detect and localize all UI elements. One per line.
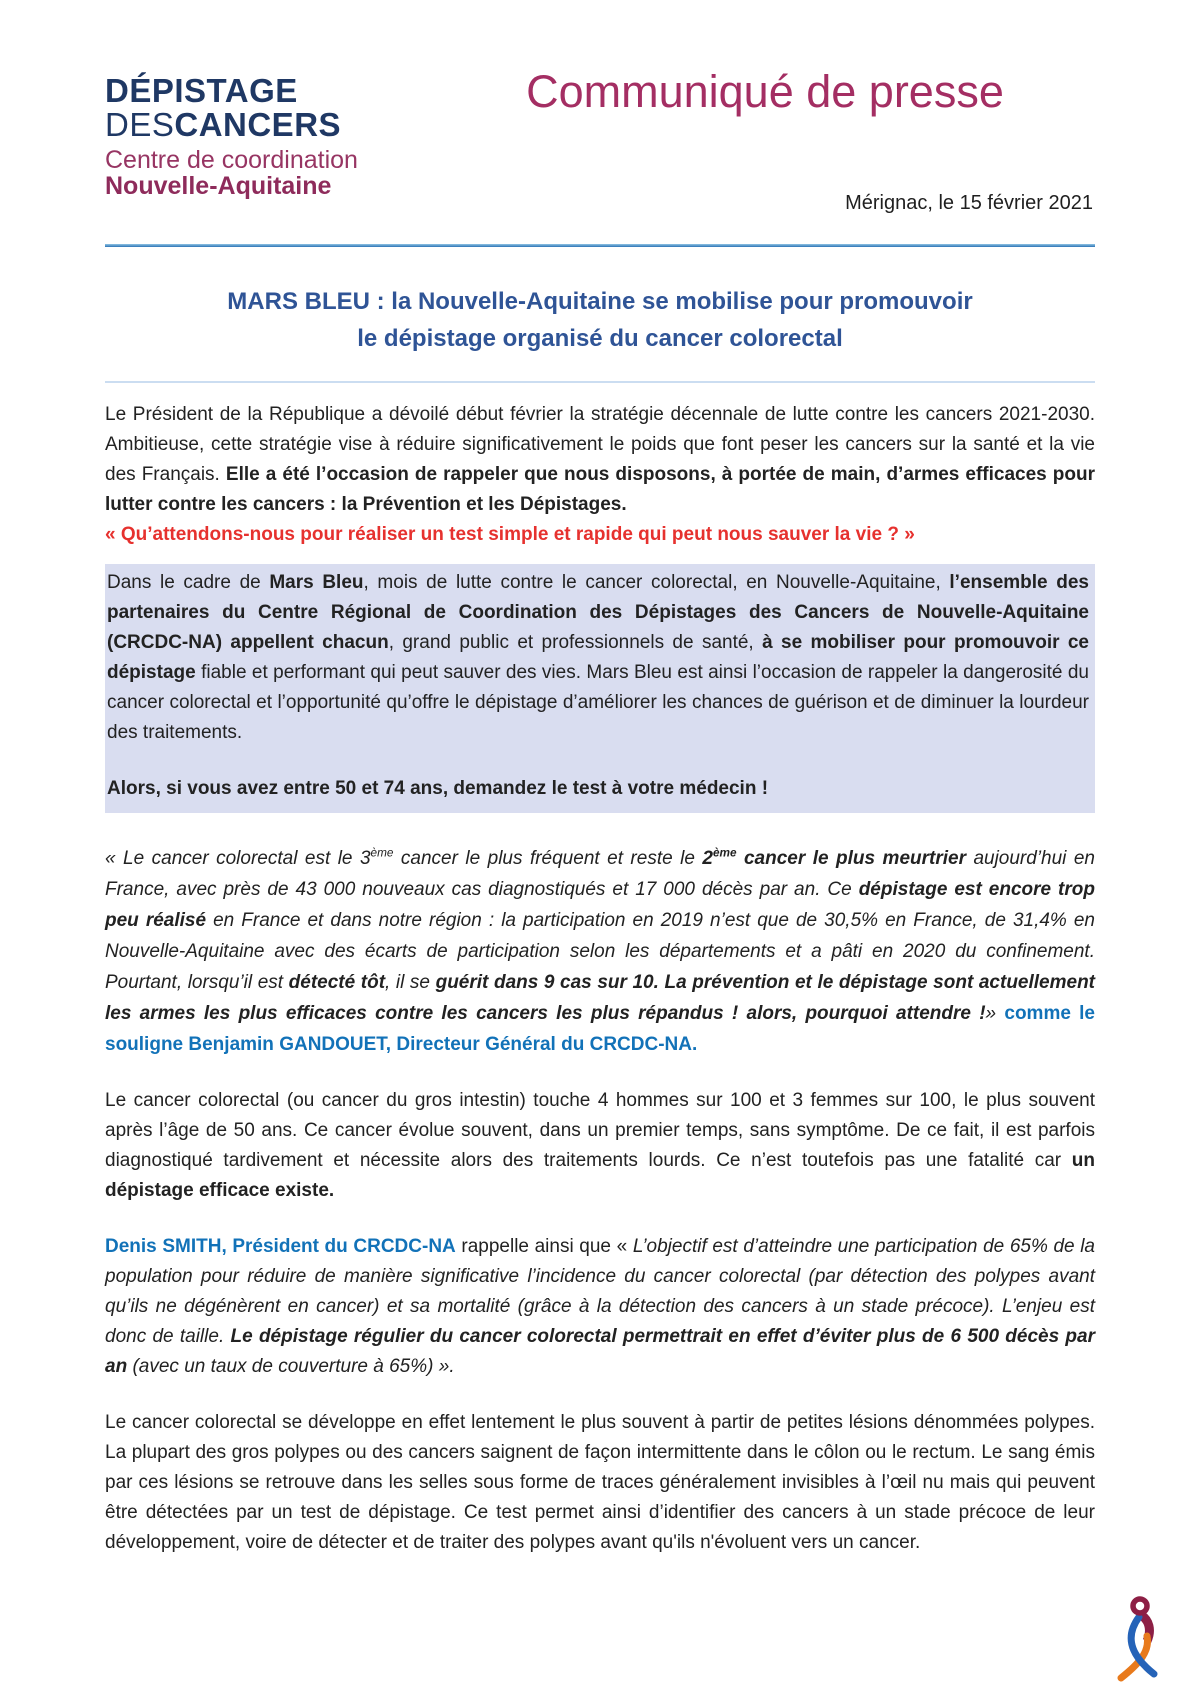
cancer-ribbon-person-icon xyxy=(1116,1594,1160,1686)
paragraph-quote-gandouet: « Le cancer colorectal est le 3ème cancer le plus fréquent et reste le 2ème cancer le plus meurtrier aujourd’hui en France, avec près de 43 000 nouveaux cas diagnostiqués et 17 000 décès par an. Ce dépistage est encore trop peu réalisé en France et dans notre région : la participation en 2019 n’est que de 30,5% en France, de 31,4% en Nouvelle-Aquitaine avec des écarts de participation selon les départements et a pâti en 2020 du confinement. Pourtant, lorsqu’il est détecté tôt, il se guérit dans 9 cas sur 10. La prévention et le dépistage sont actuellement les armes les plus efficaces contre les cancers les plus répandus ! alors, pourquoi attendre !» comme le souligne Benjamin GANDOUET, Directeur Général du CRCDC-NA. xyxy=(105,846,1096,1055)
header xyxy=(105,0,1095,246)
paragraph-mars-bleu: Dans le cadre de Mars Bleu, mois de lutte contre le cancer colorectal, en Nouvelle-Aquitaine, l’ensemble des partenaires du Centre Régional de Coordination des Dépistages des Cancers de Nouvelle-Aquitaine (CRCDC-NA) appellent chacun, grand public et professionnels de santé, à se mobiliser pour promouvoir ce dépistage fiable et performant qui peut sauver des vies. Mars Bleu est ainsi l’occasion de rappeler la dangerosité du cancer colorectal et l’opportunité qu’offre le dépistage d’améliorer les chances de guérison et de diminuer la lourdeur des traitements. xyxy=(107,572,1090,743)
logo-line-descancers: DESCANCERS xyxy=(105,106,342,144)
headline xyxy=(105,283,1095,357)
page-title: Communiqué de presse xyxy=(526,66,1004,117)
dateline: Mérignac, le 15 février 2021 xyxy=(845,192,1093,214)
highlight-box xyxy=(105,564,1095,813)
headline-line-1: MARS BLEU : la Nouvelle-Aquitaine se mobilise pour promouvoir xyxy=(227,288,973,315)
logo-line-depistage: DÉPISTAGE xyxy=(105,72,298,109)
paragraph-polypes: Le cancer colorectal se développe en effet lentement le plus souvent à partir de petites lésions dénommées polypes. La plupart des gros polypes ou des cancers saignent de façon intermittente dans le côlon ou le rectum. Le sang émis par ces lésions se retrouve dans les selles sous forme de traces généralement invisibles à l’œil nu mais qui peuvent être détectées par un test de dépistage. Ce test permet ainsi d’identifier des cancers à un stade précoce de leur développement, voire de détecter et de traiter des polypes avant qu'ils n'évoluent vers un cancer. xyxy=(105,1412,1095,1553)
depistage-cancers-logo xyxy=(105,74,358,199)
highlight-box-gap xyxy=(107,748,1089,774)
content-column xyxy=(105,0,1095,1558)
call-to-action: Alors, si vous avez entre 50 et 74 ans, demandez le test à votre médecin ! xyxy=(107,778,769,799)
logo-line-centre: Centre de coordination xyxy=(105,145,358,174)
paragraph-denis-smith: Denis SMITH, Président du CRCDC-NA rappelle ainsi que « L’objectif est d’atteindre une participation de 65% de la population pour réduire de manière significative l’incidence du cancer colorectal (par détection des polypes avant qu’ils ne dégénèrent en cancer) et sa mortalité (grâce à la détection des cancers à un stade précoce). L’enjeu est donc de taille. Le dépistage régulier du cancer colorectal permettrait en effet d’éviter plus de 6 500 décès par an (avec un taux de couverture à 65%) ». xyxy=(105,1236,1095,1377)
logo-line-region: Nouvelle-Aquitaine xyxy=(105,171,332,200)
paragraph-cancer-stats: Le cancer colorectal (ou cancer du gros intestin) touche 4 hommes sur 100 et 3 femmes sur 100, le plus souvent après l’âge de 50 ans. Ce cancer évolue souvent, dans un premier temps, sans symptôme. De ce fait, il est parfois diagnostiqué tardivement et nécessite alors des traitements lourds. Ce n’est toutefois pas une fatalité car un dépistage efficace existe. xyxy=(105,1090,1095,1201)
headline-divider xyxy=(105,381,1095,383)
paragraph-intro: Le Président de la République a dévoilé début février la stratégie décennale de lutte contre les cancers 2021-2030. Ambitieuse, cette stratégie vise à réduire significativement le poids que font peser les cancers sur la santé et la vie des Français. Elle a été l’occasion de rappeler que nous disposons, à portée de main, d’armes efficaces pour lutter contre les cancers : la Prévention et les Dépistages. xyxy=(105,404,1095,515)
headline-line-2: le dépistage organisé du cancer colorectal xyxy=(357,325,843,352)
red-quote-line: « Qu’attendons-nous pour réaliser un test simple et rapide qui peut nous sauver la vie ? » xyxy=(105,524,915,545)
top-divider xyxy=(105,244,1095,247)
